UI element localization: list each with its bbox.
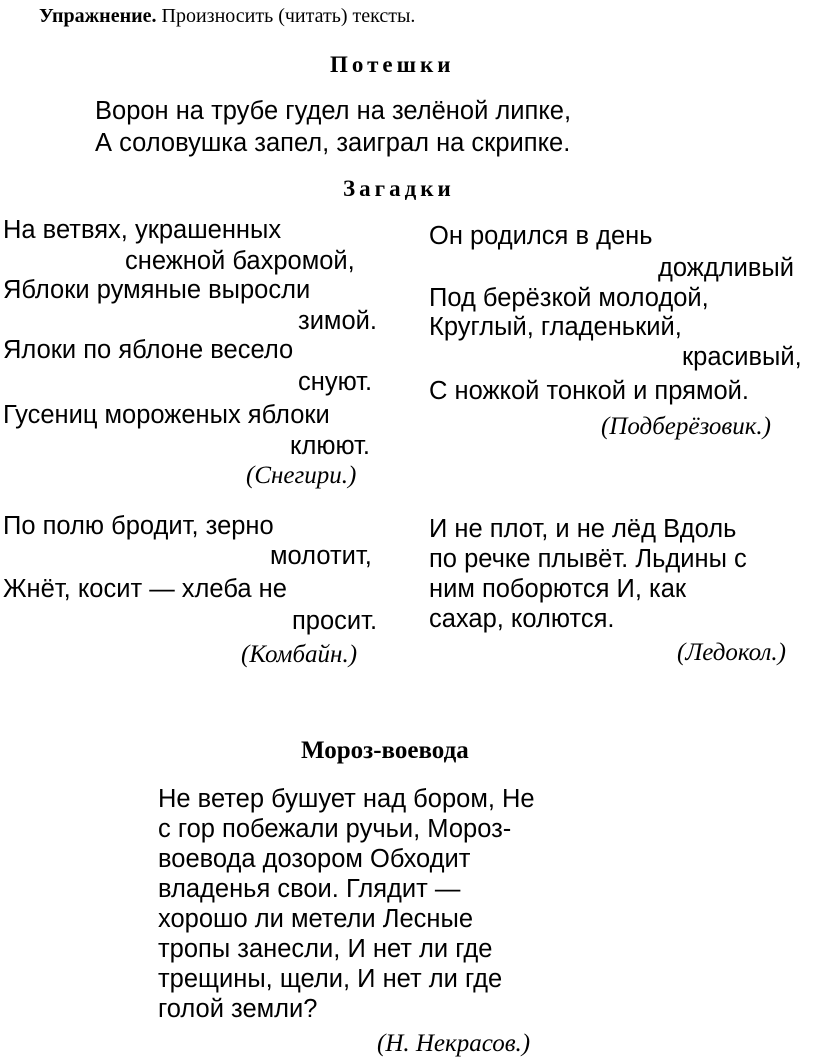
- riddle1-answer: (Снегири.): [246, 462, 357, 489]
- riddle3-line: Жнёт, косит — хлеба не: [3, 575, 287, 603]
- riddle4-answer: (Ледокол.): [677, 639, 786, 666]
- riddle3-answer: (Комбайн.): [241, 641, 358, 668]
- riddle1-line: Ялоки по яблоне весело: [3, 336, 294, 364]
- poem-line: голой земли?: [158, 995, 318, 1023]
- exercise-label: Упражнение.: [39, 5, 157, 27]
- section-title-zagadki: Загадки: [343, 176, 455, 201]
- poem-line: с гор побежали ручьи, Мороз-: [158, 815, 512, 843]
- poem-line: Не ветер бушует над бором, Не: [158, 785, 535, 813]
- exercise-text: Произносить (читать) тексты.: [156, 5, 416, 27]
- section-title-moroz-voevoda: Мороз-воевода: [301, 737, 469, 764]
- riddle4-line: И не плот, и не лёд Вдоль: [429, 515, 737, 543]
- riddle1-line: клюют.: [290, 432, 370, 460]
- riddle1-line: Яблоки румяные выросли: [3, 276, 311, 304]
- poem-line: воевода дозором Обходит: [158, 845, 471, 873]
- riddle3-line: По полю бродит, зерно: [3, 512, 274, 540]
- riddle1-line: зимой.: [298, 307, 377, 335]
- riddle1-line: снуют.: [298, 368, 373, 396]
- section-title-poteshki: Потешки: [330, 52, 455, 77]
- riddle2-line: дождливый: [658, 254, 794, 282]
- riddle4-line: сахар, колются.: [429, 605, 615, 633]
- riddle1-line: снежной бахромой,: [125, 247, 355, 275]
- poem-line: владенья свои. Глядит —: [158, 875, 461, 903]
- riddle1-line: На ветвях, украшенных: [3, 216, 282, 244]
- poem-line: трещины, щели, И нет ли где: [158, 965, 503, 993]
- riddle1-line: Гусениц мороженых яблоки: [3, 401, 330, 429]
- riddle3-line: молотит,: [270, 542, 372, 570]
- riddle2-line: Круглый, гладенький,: [429, 313, 682, 341]
- riddle2-line: красивый,: [682, 343, 802, 371]
- poteshki-line: Ворон на трубе гудел на зелёной липке,: [95, 97, 572, 125]
- exercise-instruction: [39, 5, 415, 28]
- riddle4-line: по речке плывёт. Льдины с: [429, 545, 747, 573]
- riddle2-answer: (Подберёзовик.): [601, 413, 772, 440]
- riddle2-line: С ножкой тонкой и прямой.: [429, 377, 749, 405]
- poem-line: тропы занесли, И нет ли где: [158, 935, 493, 963]
- poem-line: хорошо ли метели Лесные: [158, 905, 474, 933]
- riddle2-line: Под берёзкой молодой,: [429, 284, 709, 312]
- riddle3-line: просит.: [292, 607, 378, 635]
- poteshki-line: А соловушка запел, заиграл на скрипке.: [95, 129, 571, 157]
- riddle2-line: Он родился в день: [429, 222, 653, 250]
- riddle4-line: ним поборются И, как: [429, 575, 687, 603]
- poem-author: (Н. Некрасов.): [377, 1030, 531, 1057]
